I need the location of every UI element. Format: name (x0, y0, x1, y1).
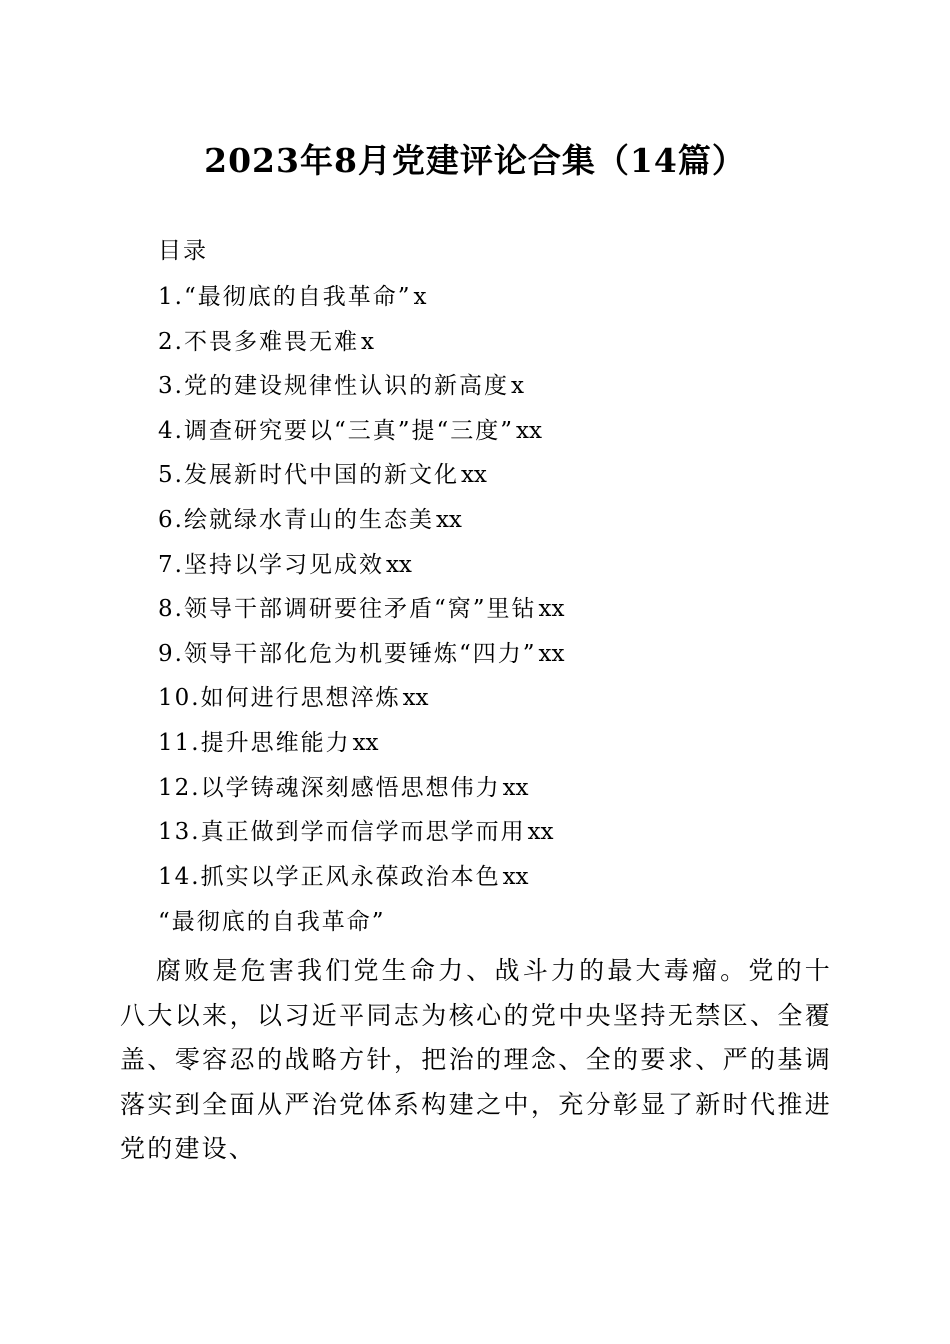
toc-item-label: 1.“最彻底的自我革命” (158, 284, 412, 310)
toc-item (158, 548, 564, 593)
toc-item (158, 369, 564, 414)
toc-item-label: 12.以学铸魂深刻感悟思想伟力 (158, 774, 501, 801)
toc-item-page: x (413, 284, 427, 310)
toc-item-page: xx (435, 506, 462, 533)
toc-item-page: x (510, 373, 524, 400)
toc-item-label: 13.真正做到学而信学而思学而用 (158, 819, 526, 846)
toc-item-label: 10.如何进行思想淬炼 (158, 685, 401, 712)
toc-item (158, 726, 564, 771)
toc-heading: 目录 (158, 238, 208, 264)
document-title: 2023年8月党建评论合集（14篇） (204, 141, 746, 180)
toc-item-label: 14.抓实以学正风永葆政治本色 (158, 863, 501, 890)
toc-item-page: xx (538, 596, 565, 623)
toc-item-label: 7.坚持以学习见成效 (158, 551, 384, 578)
toc-item (158, 815, 564, 860)
table-of-contents (158, 280, 564, 904)
toc-item-label: 11.提升思维能力 (158, 729, 351, 756)
section-title: “最彻底的自我革命” (158, 909, 386, 935)
toc-item-label: 5.发展新时代中国的新文化 (158, 462, 459, 489)
toc-item (158, 681, 564, 726)
toc-item (158, 280, 564, 325)
toc-item (158, 458, 564, 503)
toc-item-page: xx (527, 819, 554, 846)
toc-item (158, 592, 564, 637)
toc-item-label: 6.绘就绿水青山的生态美 (158, 506, 434, 533)
toc-item-page: xx (460, 462, 487, 489)
toc-item (158, 771, 564, 816)
toc-item-page: xx (385, 551, 412, 578)
toc-item (158, 325, 564, 370)
toc-item (158, 414, 564, 459)
toc-item-page: xx (502, 774, 529, 801)
toc-item-page: xx (502, 863, 529, 890)
toc-item (158, 503, 564, 548)
toc-item-page: xx (352, 729, 379, 756)
toc-item (158, 860, 564, 905)
toc-item-page: x (360, 328, 374, 355)
body-paragraph: 腐败是危害我们党生命力、战斗力的最大毒瘤。党的十八大以来，以习近平同志为核心的党中央坚持无禁区、全覆盖、零容忍的战略方针，把治的理念、全的要求、严的基调落实到全面从严治党体系构建之中，充分彰显了新时代推进党的建设、 (120, 956, 832, 1163)
toc-item-label: 3.党的建设规律性认识的新高度 (158, 373, 509, 400)
toc-item-page: xx (515, 417, 542, 444)
toc-item-label: 4.调查研究要以“三真”提“三度” (158, 417, 514, 444)
toc-item-page: xx (538, 640, 565, 667)
toc-item-label: 9.领导干部化危为机要锤炼“四力” (158, 640, 537, 667)
toc-item-page: xx (402, 685, 429, 712)
toc-item-label: 2.不畏多难畏无难 (158, 328, 359, 355)
toc-item-label: 8.领导干部调研要往矛盾“窝”里钻 (158, 596, 537, 623)
toc-item (158, 637, 564, 682)
